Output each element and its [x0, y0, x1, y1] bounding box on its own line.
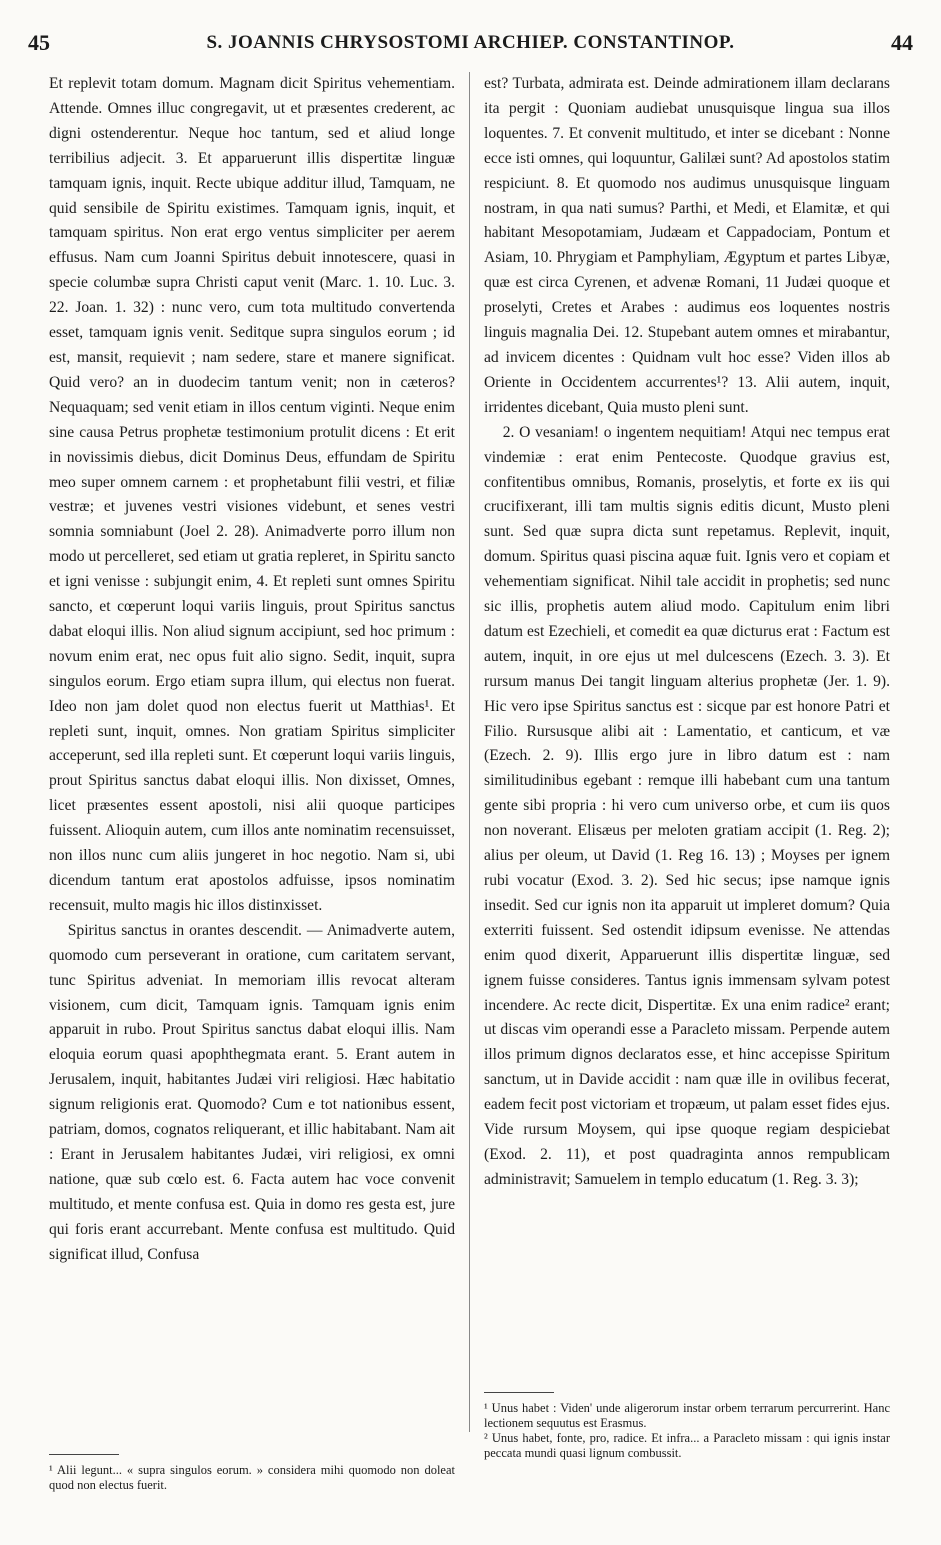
- right-column: [484, 72, 890, 1193]
- footnote-rule: [484, 1392, 554, 1393]
- left-footnotes: [49, 1440, 455, 1493]
- page-number-right: 44: [891, 30, 913, 55]
- left-column: [49, 72, 455, 1268]
- footnote-rule: [49, 1454, 119, 1455]
- footnote-right-2: ² Unus habet, fonte, pro, radice. Et infra... a Paracleto missam : qui ignis instar peccata mundi quasi lignum combussit.: [484, 1431, 890, 1460]
- footnote-left: ¹ Alii legunt... « supra singulos eorum. » considera mihi quomodo non doleat quod non electus fuerit.: [49, 1463, 455, 1492]
- right-footnotes: [484, 1378, 890, 1461]
- right-paragraph-1: est? Turbata, admirata est. Deinde admirationem illam declarans ita pergit : Quoniam audiebat unusquisque lingua sua illos loquentes. 7. Et convenit multitudo, et inter se dicebant : Nonne ecce isti omnes, qui loquuntur, Galilæi sunt? Ad apostolos statim respiciunt. 8. Et quomodo nos audimus unusquisque linguam nostram, in qua nati sumus? Parthi, et Medi, et Elamitæ, et qui habitant Mesopotamiam, Judæam et Cappadociam, Pontum et Asiam, 10. Phrygiam et Pamphyliam, Ægyptum et partes Libyæ, quæ est circa Cyrenen, et advenæ Romani, 11 Judæi quoque et proselyti, Cretes et Arabes : audimus eos loquentes nostris linguis magnalia Dei. 12. Stupebant autem omnes et mirabantur, ad invicem dicentes : Quidnam vult hoc esse? Viden illos ab Oriente in Occidentem accurrentes¹? 13. Alii autem, inquit, irridentes dicebant, Quia musto pleni sunt.: [484, 75, 890, 416]
- running-header: [28, 30, 913, 60]
- running-title: S. JOANNIS CHRYSOSTOMI ARCHIEP. CONSTANTINOP.: [206, 32, 735, 53]
- column-divider: [469, 72, 470, 1432]
- left-paragraph-1: Et replevit totam domum. Magnam dicit Spiritus vehementiam. Attende. Omnes illuc congregavit, ut et præsentes crederent, ac digni ostenderentur. Neque hoc tantum, sed et aliud longe terribilius adjecit. 3. Et apparuerunt illis dispertitæ linguæ tamquam ignis, inquit. Recte ubique additur illud, Tamquam, ne quid sensibile de Spiritu existimes. Tamquam ignis, inquit, et tamquam spiritus. Non erat ergo ventus simpliciter per aerem effusus. Nam cum Joanni Spiritus debuit innotescere, quasi in specie columbæ supra Christi caput venit (Marc. 1. 10. Luc. 3. 22. Joan. 1. 32) : nunc vero, cum tota multitudo convertenda esset, tamquam ignis venit. Seditque supra singulos eorum ; id est, mansit, requievit ; nam sedere, stare et manere significat. Quid vero? an in duodecim tantum venit; non in cæteros? Nequaquam; sed venit etiam in illos centum viginti. Neque enim sine causa Petrus prophetæ testimonium protulit dicens : Et erit in novissimis diebus, dicit Dominus Deus, effundam de Spiritu meo super omnem carnem : et prophetabunt filii vestri, et filiæ vestræ; et juvenes vestri visiones videbunt, et senes vestri somnia somniabunt (Joel 2. 28). Animadverte porro illum non modo ut percelleret, sed etiam ut gratia repleret, in Spiritu sancto et igni venisse : subjungit enim, 4. Et repleti sunt omnes Spiritu sancto, et cœperunt loqui variis linguis, prout Spiritus sanctus dabat eloqui illis. Non aliud signum accipiunt, sed hoc primum : novum enim erat, nec opus fuit alio signo. Sedit, inquit, supra singulos eorum. Ergo etiam supra illum, qui electus non fuerat. Ideo non jam dolet quod non electus fuerit ut Matthias¹. Et repleti sunt, inquit, omnes. Non gratiam Spiritus simpliciter acceperunt, sed illa repleti sunt. Et cœperunt loqui variis linguis, prout Spiritus sanctus dabat eloqui illis. Non dixisset, Omnes, licet præsentes essent apostoli, nisi alii quoque participes fuissent. Alioquin autem, cum illos ante nominatim recensuisset, non illos nunc cum aliis jungeret in hoc negotio. Nam si, ubi dicendum tantum erat apostolos adfuisse, ipsos nominatim recensuit, multo magis hic illos distinxisset.: [49, 75, 455, 914]
- page-number-left: 45: [28, 30, 50, 55]
- footnote-right-1: ¹ Unus habet : Viden' unde aligerorum instar orbem terrarum percurrerint. Hanc lectionem sequutus est Erasmus.: [484, 1401, 890, 1430]
- right-paragraph-2: 2. O vesaniam! o ingentem nequitiam! Atqui nec tempus erat vindemiæ : erat enim Pentecoste. Quodque gravius est, confitentibus omnibus, Romanis, proselytis, et forte ex iis qui crucifixerant, illi tam multis signis editis dicunt, Musto pleni sunt. Sed quæ supra dicta sunt repetamus. Replevit, inquit, domum. Spiritus quasi piscina aquæ fuit. Ignis vero et copiam et vehementiam significat. Nihil tale accidit in prophetis; sed nunc sic illis, prophetis autem aliud modo. Capitulum enim libri datum est Ezechieli, et comedit ea quæ dicturus erat : Factum est autem, inquit, in ore ejus ut mel dulcescens (Ezech. 3. 3). Et rursum manus Dei tangit linguam alterius prophetæ (Jer. 1. 9). Hic vero ipse Spiritus sanctus est : sicque par est honore Patri et Filio. Rursusque alibi ait : Lamentatio, et canticum, et væ (Ezech. 2. 9). Illis ergo jure in libro datum est : nam similitudinibus egebant : remque illi habebant cum una tantum gente sibi propria : hi vero cum universo orbe, et cum iis quos non noverant. Elisæus per meloten gratiam accipit (1. Reg. 2); alius per oleum, ut David (1. Reg 16. 13) ; Moyses per ignem rubi vocatur (Exod. 3. 2). Sed hic secus; ipse namque ignis insedit. Sed cur ignis non ita apparuit ut impleret domum? Quia exterriti fuissent. Sed ostendit idipsum evenisse. Ne attendas enim quod dixerit, Apparuerunt illis dispertitæ linguæ, sed ignem fuisse consideres. Tantus ignis immensam sylvam potest incendere. Ac recte dicit, Dispertitæ. Ex una enim radice² erant; ut discas vim operandi esse a Paracleto missam. Perpende autem illos primum dignos declaratos esse, et hinc accepisse Spiritum sanctum, ut in Davide accidit : nam quæ ille in ovilibus fecerat, eadem fecit post victoriam et tropæum, ut palam esset fides ejus. Vide rursum Moysem, qui ipse quoque regiam despiciebat (Exod. 2. 11), et post quadraginta annos rempublicam administravit; Samuelem in templo educatum (1. Reg. 3. 3);: [484, 423, 890, 1188]
- left-paragraph-2: Spiritus sanctus in orantes descendit. — Animadverte autem, quomodo cum perseverant in oratione, cum caritatem servant, tunc Spiritus adveniat. In memoriam illis revocat alteram visionem, cum dicit, Tamquam ignis. Tamquam ignis enim apparuit in rubo. Prout Spiritus sanctus dabat eloqui illis. Nam eloquia eorum quasi apophthegmata erant. 5. Erant autem in Jerusalem, inquit, habitantes Judæi viri religiosi. Hæc habitatio signum religionis erat. Quomodo? Cum e tot nationibus essent, patriam, domos, cognatos reliquerant, et illic habitabant. Nam ait : Erant in Jerusalem habitantes Judæi, viri religiosi, ex omni natione, quæ sub cœlo est. 6. Facta autem hac voce convenit multitudo, et mente confusa est. Quia in domo res gesta est, jure qui foris erant accurrebant. Mente confusa est multitudo. Quid significat illud, Confusa: [49, 921, 455, 1263]
